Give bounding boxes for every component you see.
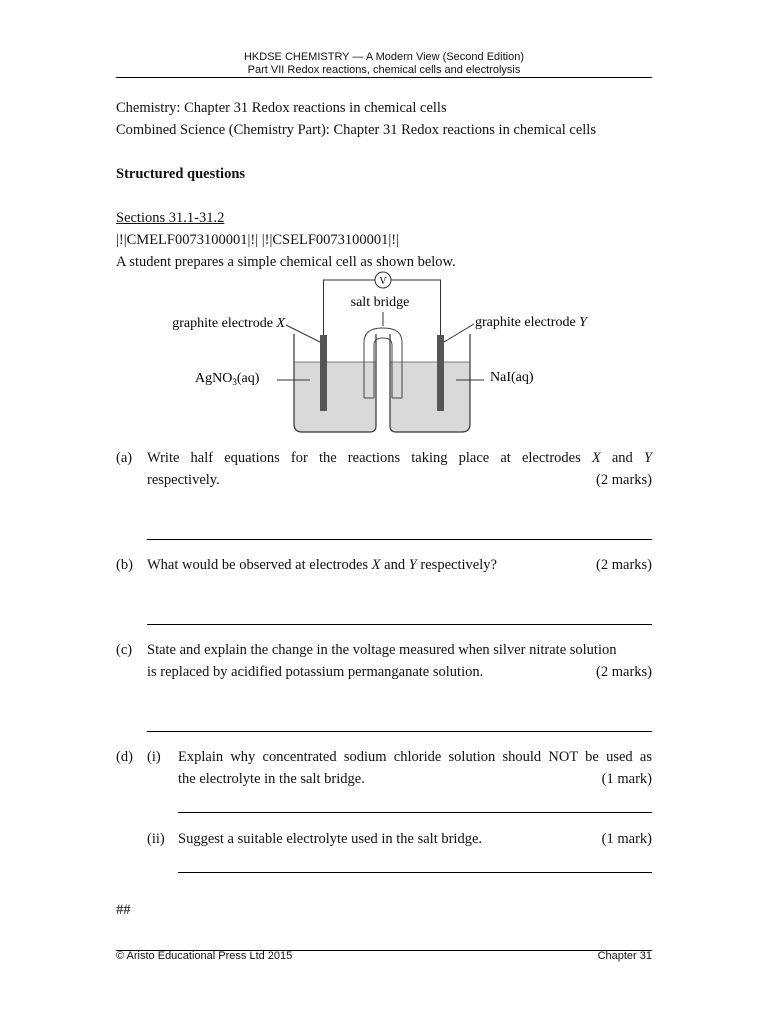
right-solution-label: NaI(aq) [490, 370, 534, 385]
question-a-line1: Write half equations for the reactions taking place at electrodes X and Y [147, 450, 653, 466]
question-a-line2: respectively. (2 marks) [147, 469, 652, 491]
question-d-i-line2: the electrolyte in the salt bridge. (1 mark) [178, 768, 652, 790]
answer-line-d-i[interactable] [178, 812, 652, 813]
salt-bridge-inner [374, 338, 392, 398]
question-a-label: (a) [116, 450, 133, 466]
question-b-marks: (2 marks) [596, 557, 652, 573]
footer-copyright: © Aristo Educational Press Ltd 2015 [116, 950, 293, 962]
footer-chapter: Chapter 31 [597, 950, 652, 962]
electrode-y [437, 335, 444, 411]
header-title: HKDSE CHEMISTRY — A Modern View (Second Edition) [243, 51, 524, 63]
question-c-label: (c) [116, 642, 133, 658]
question-d-ii-text: Suggest a suitable electrolyte used in the salt bridge. (1 mark) [178, 828, 652, 850]
question-d-i-line1: Explain why concentrated sodium chloride solution should NOT be used as [178, 749, 652, 765]
chemical-cell-diagram [150, 270, 610, 440]
question-c-line2: is replaced by acidified potassium permanganate solution. (2 marks) [147, 661, 652, 683]
left-solution-label: AgNO$_3$(aq) [195, 371, 260, 387]
question-d-label: (d) [116, 749, 133, 765]
answer-line-c[interactable] [147, 731, 652, 732]
question-d-ii-label: (ii) [147, 831, 165, 847]
answer-line-d-ii[interactable] [178, 872, 652, 873]
question-c-marks: (2 marks) [596, 664, 652, 680]
chapter-line: Chemistry: Chapter 31 Redox reactions in chemical cells [116, 100, 447, 116]
question-lead: A student prepares a simple chemical cell as shown below. [116, 254, 456, 270]
question-b-text: What would be observed at electrodes X and Y respectively? (2 marks) [147, 554, 652, 576]
header-rule [116, 77, 652, 78]
question-c-line1: State and explain the change in the voltage measured when silver nitrate solution [147, 642, 617, 658]
salt-bridge-label: salt bridge [350, 295, 410, 310]
sections-reference: Sections 31.1-31.2 [116, 210, 225, 226]
question-d-ii-marks: (1 mark) [601, 831, 652, 847]
voltmeter-label: V [379, 276, 387, 287]
section-heading: Structured questions [116, 166, 246, 182]
end-marker: ## [116, 902, 131, 918]
electrode-x-label: graphite electrode X [172, 316, 285, 331]
answer-line-b[interactable] [147, 624, 652, 625]
combined-science-line: Combined Science (Chemistry Part): Chapter 31 Redox reactions in chemical cells [116, 122, 596, 138]
question-a-marks: (2 marks) [596, 472, 652, 488]
electrode-x-pointer [286, 325, 320, 342]
question-d-i-label: (i) [147, 749, 161, 765]
question-d-i-marks: (1 mark) [601, 771, 652, 787]
question-codes: |!|CMELF0073100001|!| |!|CSELF0073100001|!| [116, 232, 400, 248]
electrode-y-label: graphite electrode Y [475, 315, 587, 330]
header-part: Part VII Redox reactions, chemical cells and electrolysis [247, 64, 521, 76]
answer-line-a[interactable] [147, 539, 652, 540]
question-b-label: (b) [116, 557, 133, 573]
electrode-x [320, 335, 327, 411]
